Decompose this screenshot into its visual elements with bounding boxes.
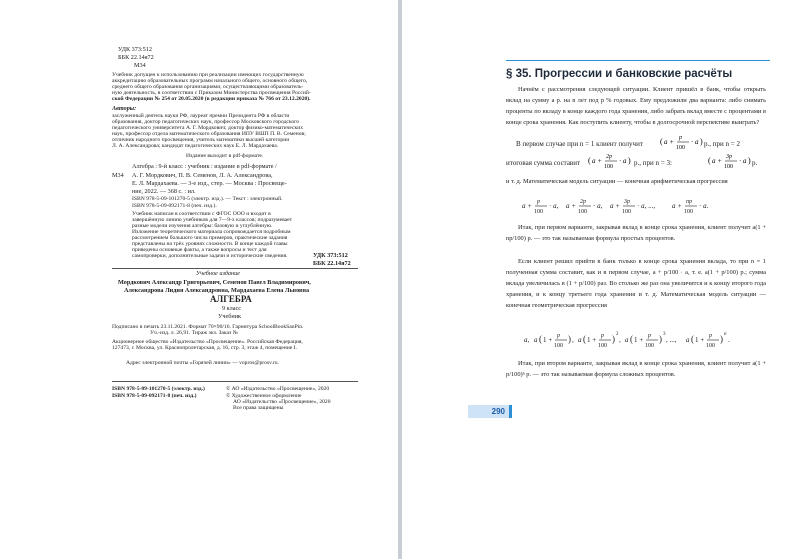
publisher-line: Акционерное общество «Издательство «Просвещение». Российская Федерация, [112,339,303,345]
approval-line: ской Федерации № 254 от 20.05.2020 (в редакции приказа № 766 от 23.12.2020). [112,96,311,102]
svg-text:100: 100 [676,145,685,151]
svg-text:a +: a + [664,138,674,146]
book-title: АЛГЕБРА [210,294,252,304]
divider [112,381,358,382]
authors-full: Мордкович Александр Григорьевич, Семенов Павел Владимирович, [118,279,311,286]
svg-text:p: p [557,333,560,339]
left-page [0,0,398,559]
catalog-line: ISBN 978-5-09-092171-8 (печ. изд.). [132,203,217,209]
approval-line: среднего общего образования организациями, осуществляющими образователь- [112,84,304,90]
svg-text:2: 2 [616,332,619,337]
svg-text:100: 100 [554,343,563,349]
isbn-line: ISBN 978-5-09-101270-5 (электр. изд.) [112,386,205,392]
annotation-line: разные модели изучения алгебры: базовую и углублённую. [132,223,273,229]
authors-full: Александрова Лидия Александровна, Мардахаева Елена Львовна [124,287,310,294]
text-line: р., при n = 2 [704,140,740,148]
paragraph-intro: Начнём с рассмотрения следующей ситуации. Клиент пришёл в банк, чтобы открыть вклад на сумму a р. на n лет под p % годовых. Ему предложили два варианта: либо снимать проценты по вкладу в конце каждого года хранения, либо забрать вклад вместе с процентами в конце срока хранения. Как поступить клиенту, чтобы в долгосрочной перспективе выиграть? [506,86,766,126]
svg-text:·: · [691,138,694,146]
svg-text:a: a [534,336,538,344]
udc: УДК 373:512 [118,46,152,53]
print-info: Уч.-изд. л. 26,91. Тираж экз. Заказ № [150,330,238,336]
svg-text:a +: a + [522,202,532,210]
svg-text:100: 100 [578,209,587,215]
title-rule [506,60,770,61]
publisher-line: 127473, г. Москва, ул. Краснопролетарская, д. 16, стр. 3, этаж 4, помещение I. [112,345,297,351]
approval-line: Учебник допущен к использованию при реализации имеющих государственную [112,72,304,78]
author-line: Л. А. Александрова; кандидат педагогических наук Е. Л. Мардахаева. [112,143,279,149]
svg-text:100: 100 [684,209,693,215]
svg-text:,: , [619,336,621,344]
formula-n3 [708,151,758,173]
svg-text:a +: a + [592,157,602,165]
paragraph-compound-result: Итак, при втором варианте, закрывая вклад в конце срока хранения, клиент получит a(1 + p/100)ⁿ р. — это так называемая формула сложных процентов. [506,360,766,378]
svg-text:1 +: 1 + [587,336,597,344]
svg-text:3: 3 [663,332,666,337]
svg-text:a: a [695,138,699,146]
svg-text:a +: a + [610,202,620,210]
bbk-bottom: ББК 22.14я72 [313,260,351,267]
catalog-code: М34 [112,172,124,179]
paragraph-arith: и т. д. Математическая модель ситуации — конечная арифметическая прогрессия [506,178,728,185]
svg-text:a: a [686,336,690,344]
annotation-line: Учебник написан в соответствии с ФГОС ООО и входит в [132,211,271,217]
text-line: итоговая сумма составит [506,159,581,167]
svg-text:100: 100 [598,343,607,349]
svg-text:(: ( [588,156,591,165]
author-line: педагогического университета А. Г. Мордкович; доктор физико-математических [112,125,304,131]
svg-text:, ...,: , ..., [666,336,677,344]
text-line: р. [752,159,758,167]
svg-text:·: · [739,157,742,165]
svg-text:·: · [619,157,622,165]
svg-text:p: p [601,333,604,339]
svg-text:1 +: 1 + [543,336,553,344]
authors-heading: Авторы: [112,105,137,112]
svg-text:a: a [623,157,627,165]
catalog-line: А. Г. Мордкович, П. В. Семенов, Л. А. Александрова, [132,172,273,179]
svg-text:(: ( [539,334,542,344]
copyright-line: © Художественное оформление [226,393,302,399]
svg-text:100: 100 [622,209,631,215]
book-type: Учебник [218,313,242,320]
svg-text:(: ( [691,334,694,344]
svg-text:a +: a + [566,202,576,210]
author-line: отличник народного просвещения, учитель математики высшей категории [112,137,290,143]
approval-line: ную деятельность, в соответствии с Приказом Министерства просвещения Россий- [112,90,311,96]
paragraph-simple-interest: Итак, при первом варианте, закрывая вклад в конце срока хранения, клиент получит a(1 + np/100) р. — это так называемая формула простых процентов. [506,224,766,242]
svg-text:a: a [743,157,747,165]
svg-text:a,: a, [524,336,530,344]
svg-text:): ) [628,156,631,165]
svg-text:100: 100 [604,164,613,170]
svg-text:(: ( [660,137,663,146]
grade: 9 класс [222,305,241,312]
formula-arithmetic-progression [522,196,752,218]
text-line: р., при n = 3: [634,159,672,167]
annotation-line: завершённую линию учебников для 7—9-х классов; подразумевает [132,217,293,223]
svg-text:): ) [568,334,571,344]
copyright-line: © АО «Издательство «Просвещение», 2020 [226,386,330,392]
author-line: заслуженный деятель науки РФ, лауреат премии Президента РФ в области [112,113,290,119]
svg-text:a: a [625,336,629,344]
section-title: § 35. Прогрессии и банковские расчёты [506,68,733,80]
annotation-line: приведены основные факты, а также вопросы и тест для [132,247,267,253]
svg-text:a +: a + [712,157,722,165]
approval-line: аккредитацию образовательных программ начального общего, основного общего, [112,78,308,84]
copyright-line: АО «Издательство «Просвещение», 2020 [233,399,331,405]
svg-text:2p: 2p [580,199,586,205]
svg-text:p: p [648,333,651,339]
paragraph-compound: Если клиент решил прийти в банк только в конце срока хранения вклада, то при n = 1 полученная сумма составит, как и в первом случае, a + p/100 · a, т. е. a(1 + p/100) р.; сумма вклада увеличилась в (1 + p/100) раз. Во столько же раз она увеличится и к концу второго года хранения, и к концу третьего года хранения и т. д. Математическая модель ситуации — конечная геометрическая прогрессия [506,258,766,309]
svg-text:a: a [578,336,582,344]
svg-text:): ) [612,334,615,344]
print-info: Подписано в печать 23.11.2021. Формат 70×90/16. Гарнитура SchoolBookSanPin. [112,324,304,330]
svg-text:): ) [659,334,662,344]
svg-text:3p: 3p [624,199,630,205]
catalog-line: Алгебра : 9-й класс : учебник : издание в pdf-формате / [132,163,277,170]
svg-text:(: ( [583,334,586,344]
svg-text:p: p [709,333,712,339]
svg-text:1 +: 1 + [634,336,644,344]
pdf-note: Издание выходит в pdf-формате. [186,153,264,159]
page-number: 290 [468,405,512,418]
formula-geometric-progression [524,330,744,352]
svg-text:n: n [724,332,727,337]
annotation-line: рассмотрением большого числа примеров, практические задания [132,235,288,241]
author-line: образования, доктор педагогических наук, профессор Московского городского [112,119,300,125]
annotation-line: Изложение теоретического материала сопровождается подробным [132,229,291,235]
divider [112,268,358,269]
catalog-line: ISBN 978-5-09-101270-5 (электр. изд.). — Текст : электронный. [132,196,283,202]
svg-text:· a,: · a, [549,202,559,210]
copyright-line: Все права защищены [233,405,284,411]
svg-text:(: ( [708,156,711,165]
udc-bottom: УДК 373:512 [313,252,348,259]
text-line: В первом случае при n = 1 клиент получит [516,140,643,148]
svg-text:p: p [537,199,540,205]
svg-text:100: 100 [724,164,733,170]
svg-text:(: ( [630,334,633,344]
isbn-line: ISBN 978-5-09-092171-8 (печ. изд.) [112,393,197,399]
svg-text:1 +: 1 + [695,336,705,344]
svg-text:100: 100 [534,209,543,215]
svg-text:3p: 3p [726,154,732,160]
svg-text:np: np [686,199,692,205]
svg-text:.: . [728,336,730,344]
svg-text:): ) [720,334,723,344]
svg-text:100: 100 [706,343,715,349]
svg-text:· a,: · a, [593,202,603,210]
code: М34 [134,62,146,69]
annotation-line: представлены на трёх уровнях сложности. В конце каждой главы [132,241,288,247]
svg-text:· a, ...,: · a, ..., [637,202,656,210]
svg-text:,: , [572,336,574,344]
svg-text:2p: 2p [606,154,612,160]
svg-text:p: p [679,135,682,141]
svg-text:· a.: · a. [699,202,709,210]
svg-text:): ) [748,156,751,165]
annotation-line: самопроверки, дополнительные задачи и исторические сведения. [132,253,288,259]
svg-text:): ) [700,137,703,146]
author-line: наук, профессор отдела математического образования ИПУ ВШП П. В. Семенов; [112,131,306,137]
edition-label: Учебное издание [196,270,240,277]
catalog-line: Е. Л. Мардахаева. — 3-е изд., стер. — Москва : Просвеще- [132,180,287,187]
catalog-line: ние, 2022. — 368 с. : ил. [132,188,196,195]
svg-text:100: 100 [645,343,654,349]
bbk: ББК 22.14я72 [118,54,154,61]
svg-text:a +: a + [672,202,682,210]
hotline: Адрес электронной почты «Горячей линии» — vopros@prosv.ru. [126,360,279,366]
